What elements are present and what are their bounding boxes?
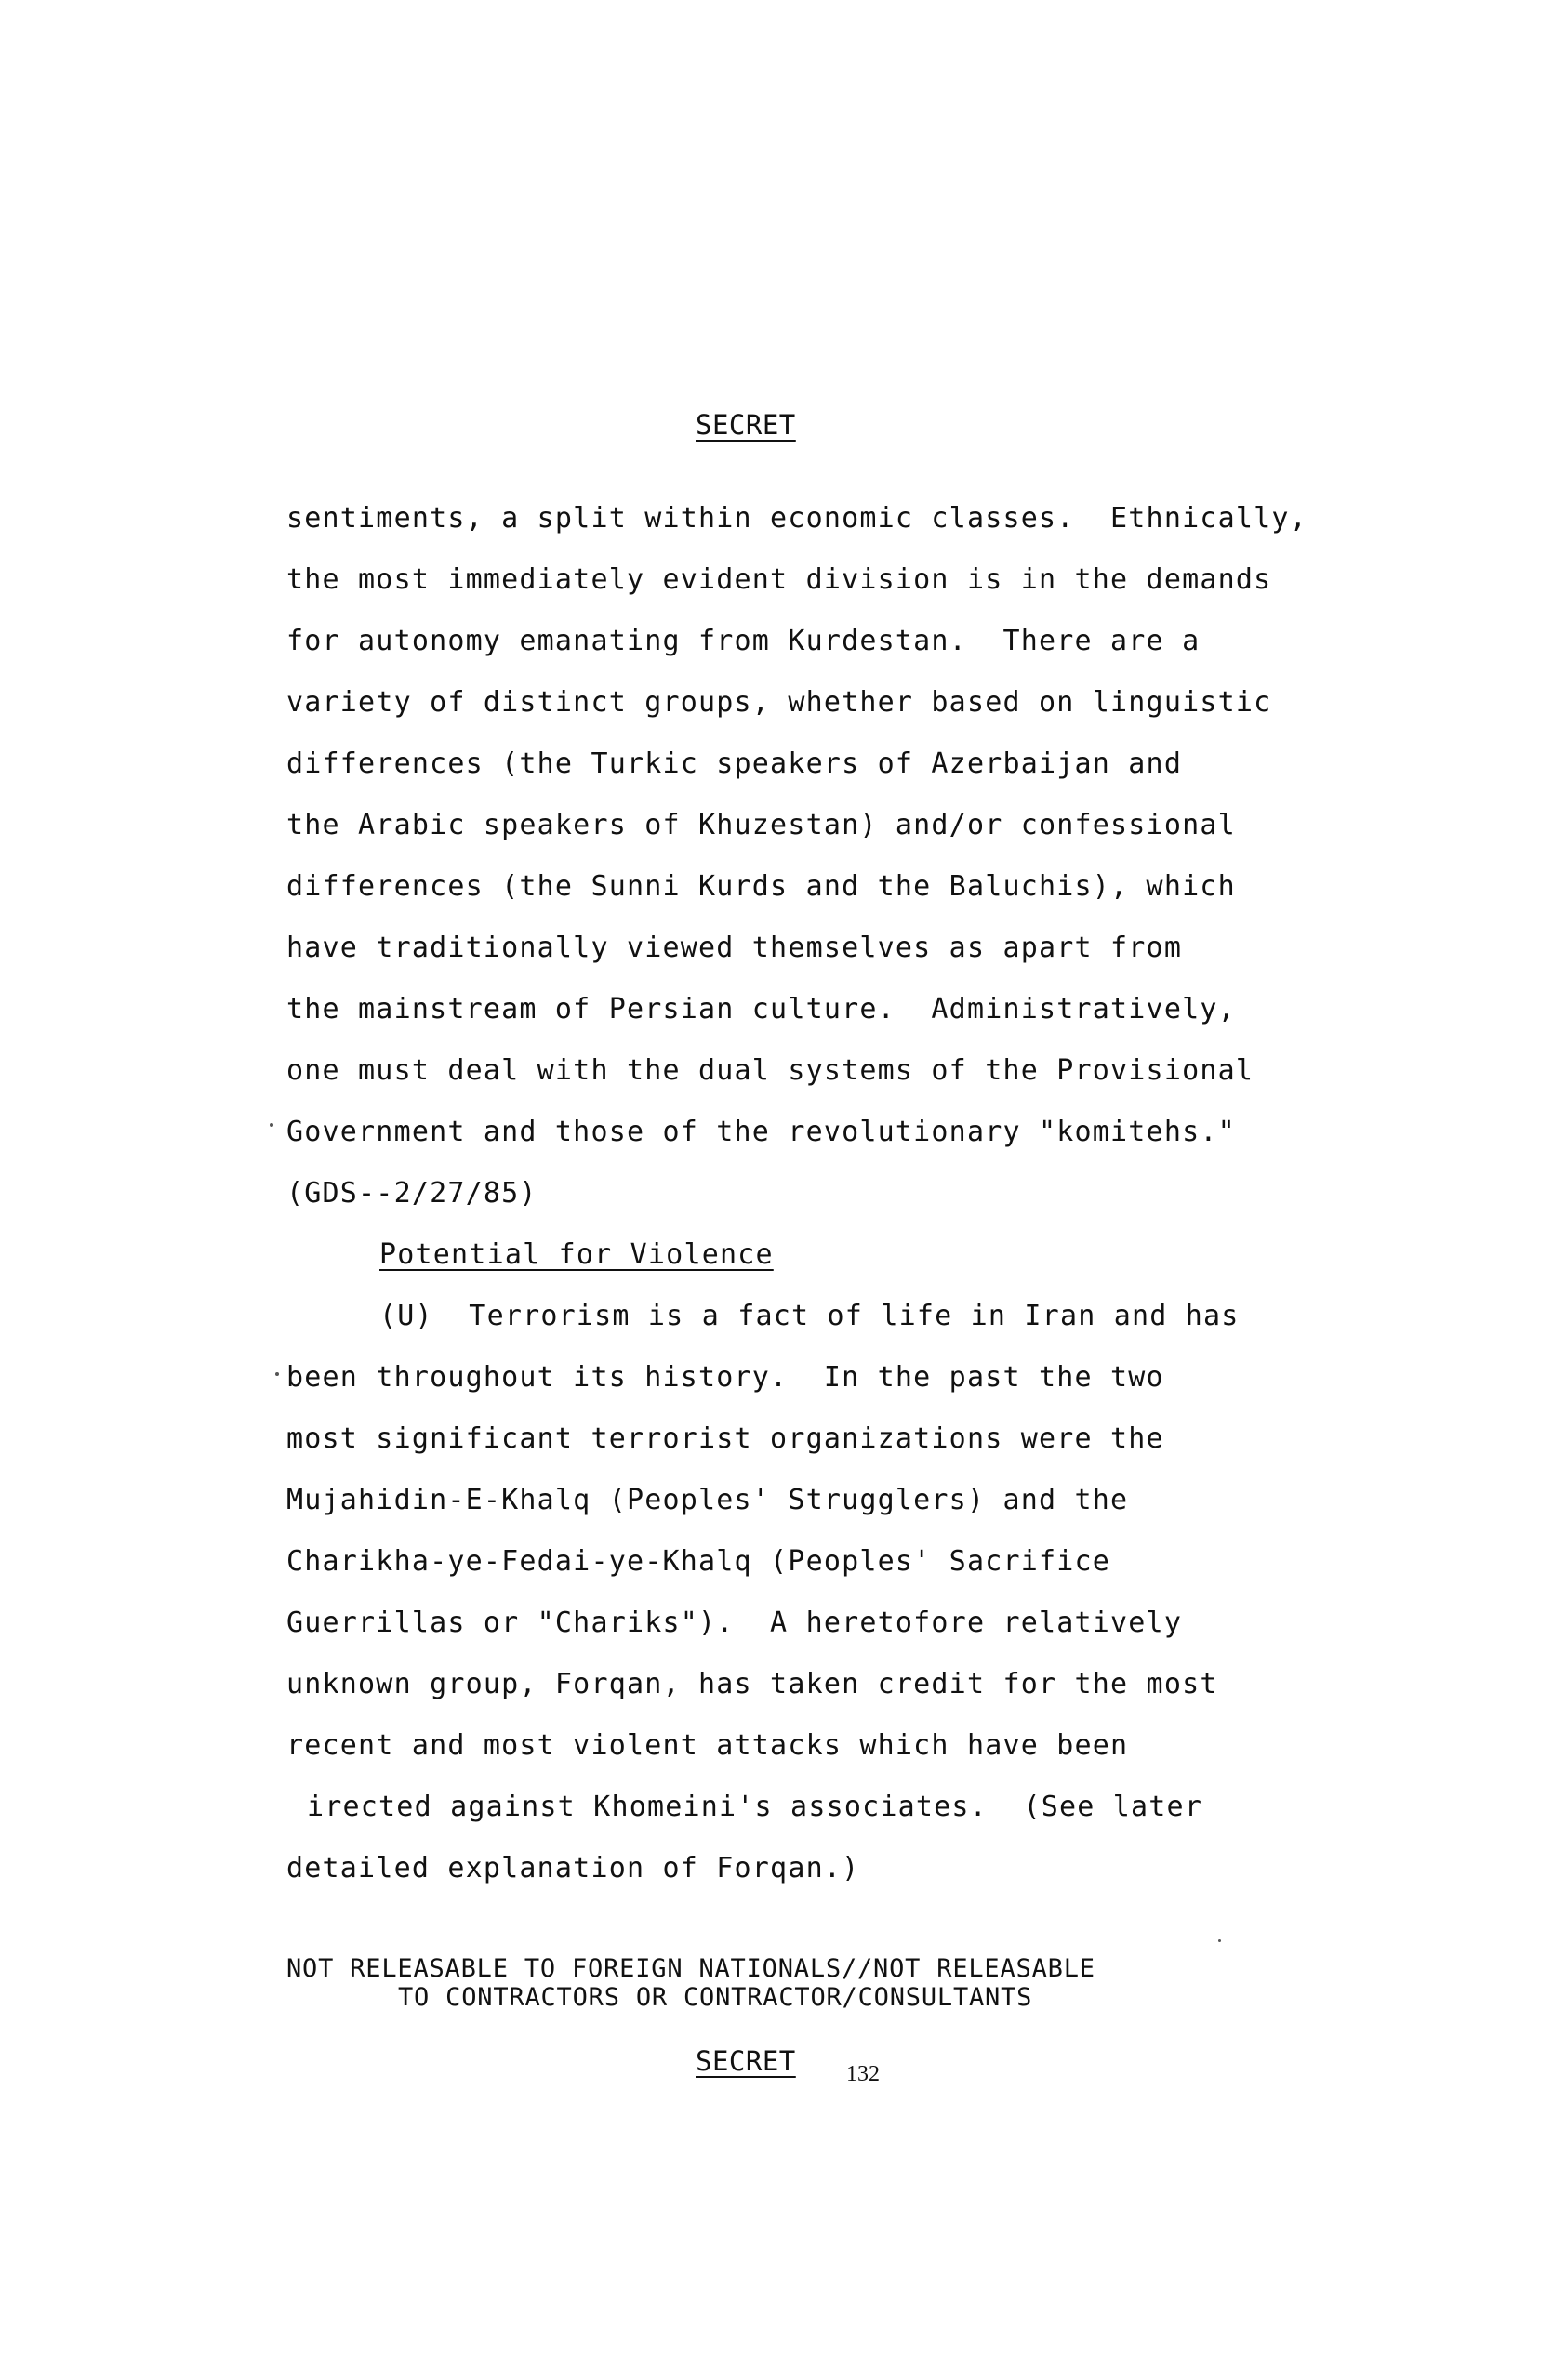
section-heading: Potential for Violence (379, 1238, 774, 1271)
paragraph-line: recent and most violent attacks which have been (286, 1729, 1129, 1762)
paragraph-line: been throughout its history. In the past the two (286, 1361, 1164, 1394)
text-line: Government and those of the revolutionary "komitehs." (286, 1116, 1236, 1148)
paragraph-line: Mujahidin-E-Khalq (Peoples' Strugglers) and the (286, 1484, 1129, 1516)
paragraph-line: irected against Khomeini's associates. (See later (307, 1791, 1203, 1823)
classification-marking-bottom: SECRET (696, 2045, 796, 2077)
text-line: the most immediately evident division is in the demands (286, 563, 1272, 596)
dissemination-caveat-line-2: TO CONTRACTORS OR CONTRACTOR/CONSULTANTS (398, 1983, 1033, 2012)
scan-speck (1218, 1939, 1221, 1942)
paragraph-line: detailed explanation of Forqan.) (286, 1852, 860, 1884)
text-line: the Arabic speakers of Khuzestan) and/or confessional (286, 809, 1236, 841)
text-line: for autonomy emanating from Kurdestan. There are a (286, 625, 1201, 657)
text-line: (GDS--2/27/85) (286, 1177, 537, 1210)
page-number: 132 (846, 2062, 880, 2086)
paragraph-line: Guerrillas or "Chariks"). A heretofore relatively (286, 1606, 1183, 1639)
paragraph-line: Charikha-ye-Fedai-ye-Khalq (Peoples' Sacrifice (286, 1545, 1111, 1578)
paragraph-line: most significant terrorist organizations were the (286, 1422, 1164, 1455)
classification-marking-top: SECRET (696, 409, 796, 441)
text-line: the mainstream of Persian culture. Administratively, (286, 993, 1236, 1025)
text-line: have traditionally viewed themselves as apart from (286, 932, 1183, 964)
text-line: one must deal with the dual systems of the Provisional (286, 1054, 1254, 1087)
paragraph-line: (U) Terrorism is a fact of life in Iran and has (379, 1300, 1240, 1332)
paragraph-line: unknown group, Forqan, has taken credit for the most (286, 1668, 1218, 1700)
text-line: variety of distinct groups, whether based on linguistic (286, 686, 1272, 719)
scan-speck (275, 1372, 279, 1376)
text-line: sentiments, a split within economic classes. Ethnically, (286, 502, 1307, 535)
scan-speck (270, 1123, 273, 1127)
text-line: differences (the Sunni Kurds and the Baluchis), which (286, 870, 1236, 903)
text-line: differences (the Turkic speakers of Azerbaijan and (286, 747, 1183, 780)
dissemination-caveat-line-1: NOT RELEASABLE TO FOREIGN NATIONALS//NOT RELEASABLE (286, 1954, 1095, 1983)
